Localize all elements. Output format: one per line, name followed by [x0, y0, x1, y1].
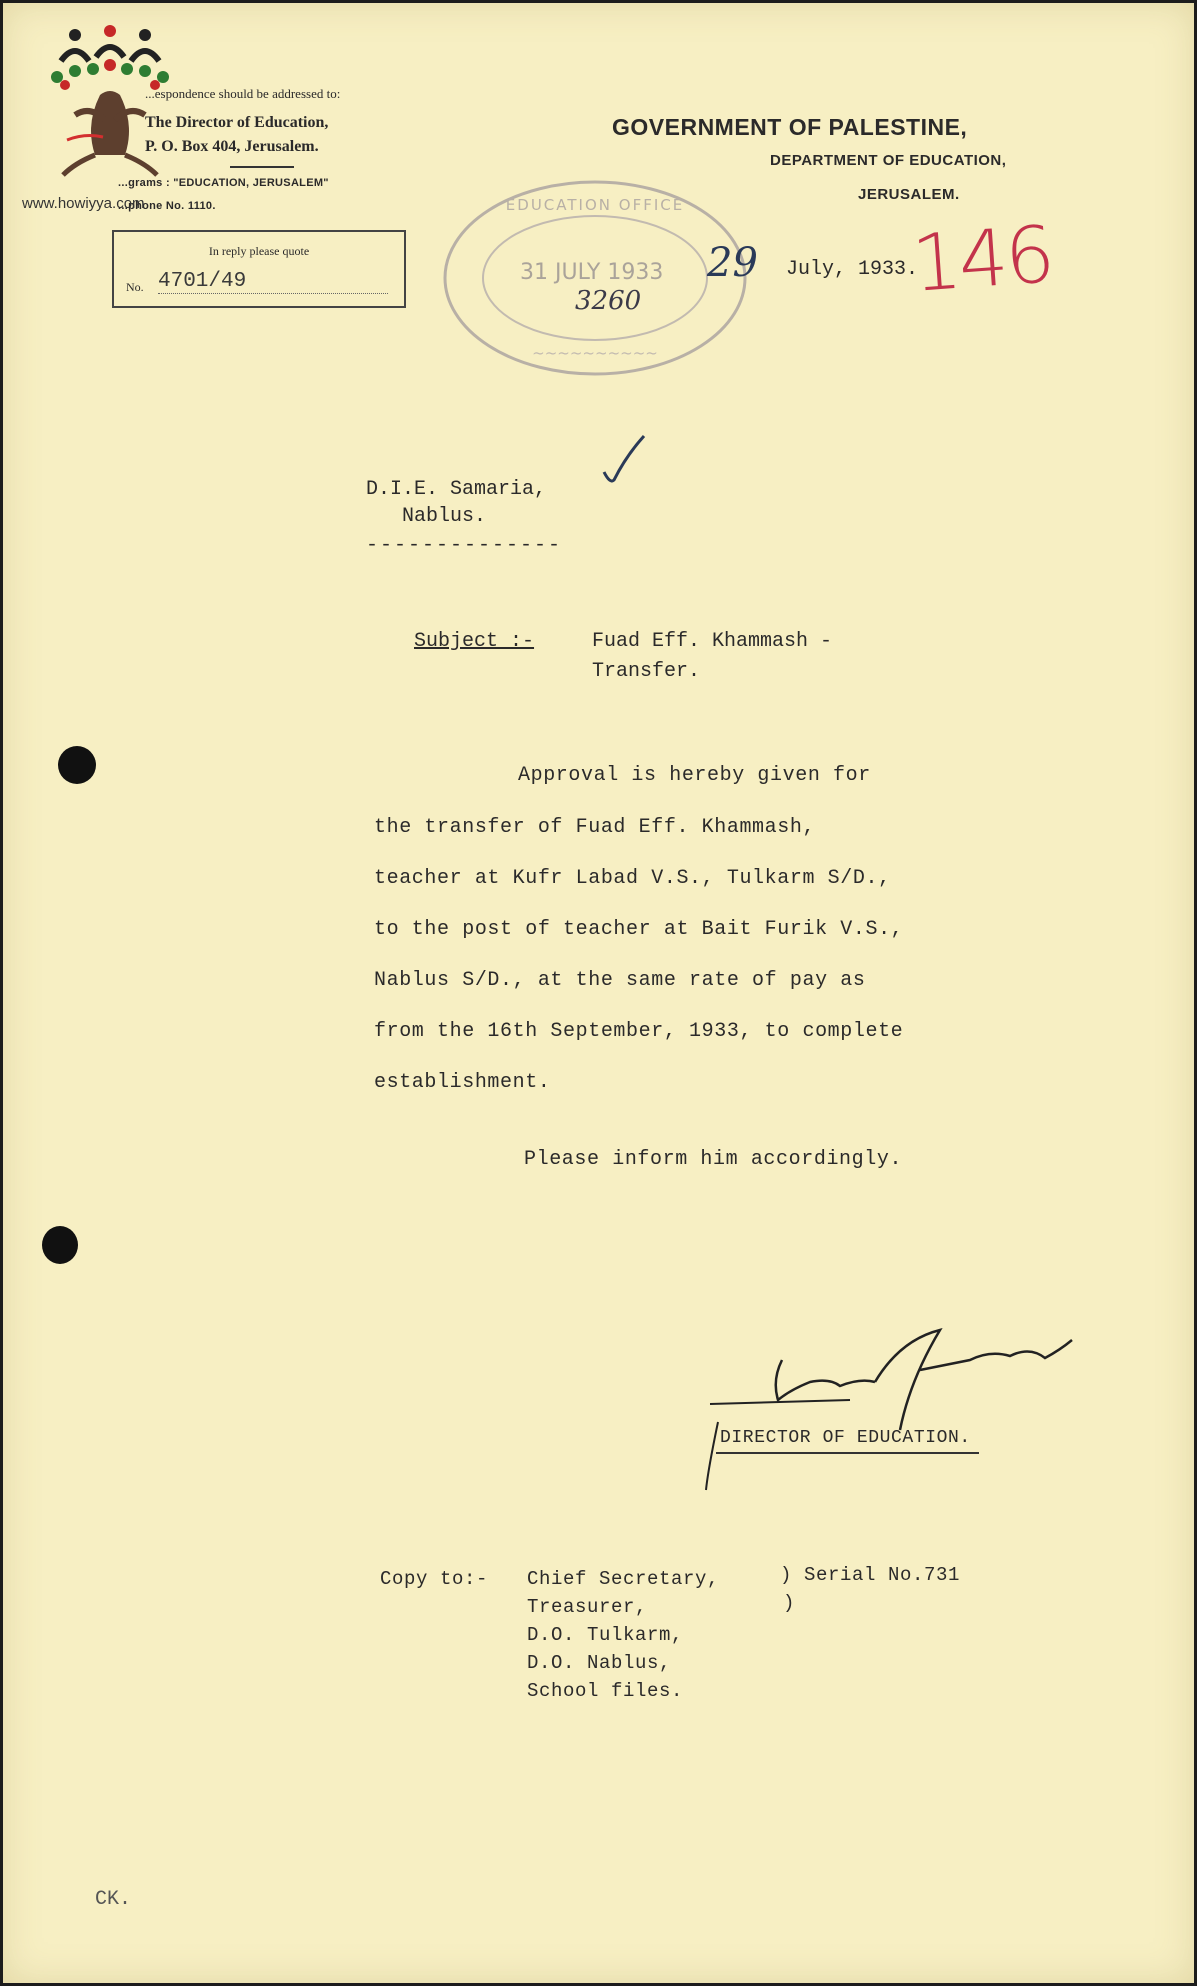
copy-recipient: School files.: [527, 1680, 684, 1702]
letterhead-divider: [230, 166, 294, 168]
letterhead-po-box: P. O. Box 404, Jerusalem.: [145, 138, 319, 155]
date-day-handwritten: 29: [707, 240, 758, 286]
body-line: Approval is hereby given for: [518, 764, 871, 787]
body-line: to the post of teacher at Bait Furik V.S.,: [374, 918, 904, 941]
typist-initials: CK.: [95, 1888, 132, 1911]
stamp-handwritten-number: 3260: [575, 286, 642, 316]
letterhead-telegrams: ...grams : "EDUCATION, JERUSALEM": [118, 177, 329, 189]
body-line: teacher at Kufr Labad V.S., Tulkarm S/D.,: [374, 867, 891, 890]
addressee-line1: D.I.E. Samaria,: [366, 478, 547, 501]
copy-recipient: Treasurer,: [527, 1596, 648, 1618]
letterhead-telephone: ...phone No. 1110.: [118, 200, 216, 212]
svg-text:~~~~~~~~~~: ~~~~~~~~~~: [532, 344, 658, 362]
government-heading: GOVERNMENT OF PALESTINE,: [612, 114, 968, 140]
reference-no-label: No.: [126, 280, 144, 294]
letter-date: July, 1933.: [786, 258, 919, 281]
punch-hole-lower: [42, 1226, 78, 1264]
body-line: the transfer of Fuad Eff. Khammash,: [374, 816, 816, 839]
department-heading: DEPARTMENT OF EDUCATION,: [770, 152, 1007, 169]
punch-hole-upper: [58, 746, 96, 784]
check-mark-icon: [600, 432, 650, 492]
reference-box: [112, 230, 406, 308]
body-line: establishment.: [374, 1071, 551, 1094]
serial-bracket: ): [783, 1592, 796, 1614]
reference-number: 4701/49: [158, 270, 388, 294]
copy-recipient: Chief Secretary,: [527, 1568, 720, 1590]
body-line: from the 16th September, 1933, to complete: [374, 1020, 904, 1043]
addressee-rule: --------------: [366, 534, 563, 557]
subject-line2: Transfer.: [592, 660, 701, 683]
stamp-date: 31 JULY 1933: [520, 260, 664, 285]
copy-recipient: D.O. Nablus,: [527, 1652, 672, 1674]
svg-text:EDUCATION OFFICE: EDUCATION OFFICE: [505, 196, 685, 214]
addressee-line2: Nablus.: [402, 505, 487, 528]
body-line: Nablus S/D., at the same rate of pay as: [374, 969, 866, 992]
letterhead-director: The Director of Education,: [145, 114, 329, 131]
city-heading: JERUSALEM.: [858, 186, 960, 203]
serial-number: ) Serial No.731: [780, 1564, 961, 1586]
correspondence-note: ...espondence should be addressed to:: [145, 86, 341, 101]
watermark-url: www.howiyya.com: [22, 195, 145, 212]
reference-label: In reply please quote: [208, 244, 310, 258]
howiyya-logo: [45, 25, 175, 190]
copy-recipient: D.O. Tulkarm,: [527, 1624, 684, 1646]
subject-line1: Fuad Eff. Khammash -: [592, 630, 833, 653]
handwritten-signature: [700, 1320, 1140, 1500]
signatory-title: DIRECTOR OF EDUCATION.: [720, 1428, 971, 1448]
red-file-reference: 146: [909, 210, 1055, 310]
copy-to-label: Copy to:-: [380, 1568, 489, 1590]
subject-label: Subject :-: [414, 630, 535, 653]
closing-line: Please inform him accordingly.: [524, 1148, 903, 1171]
